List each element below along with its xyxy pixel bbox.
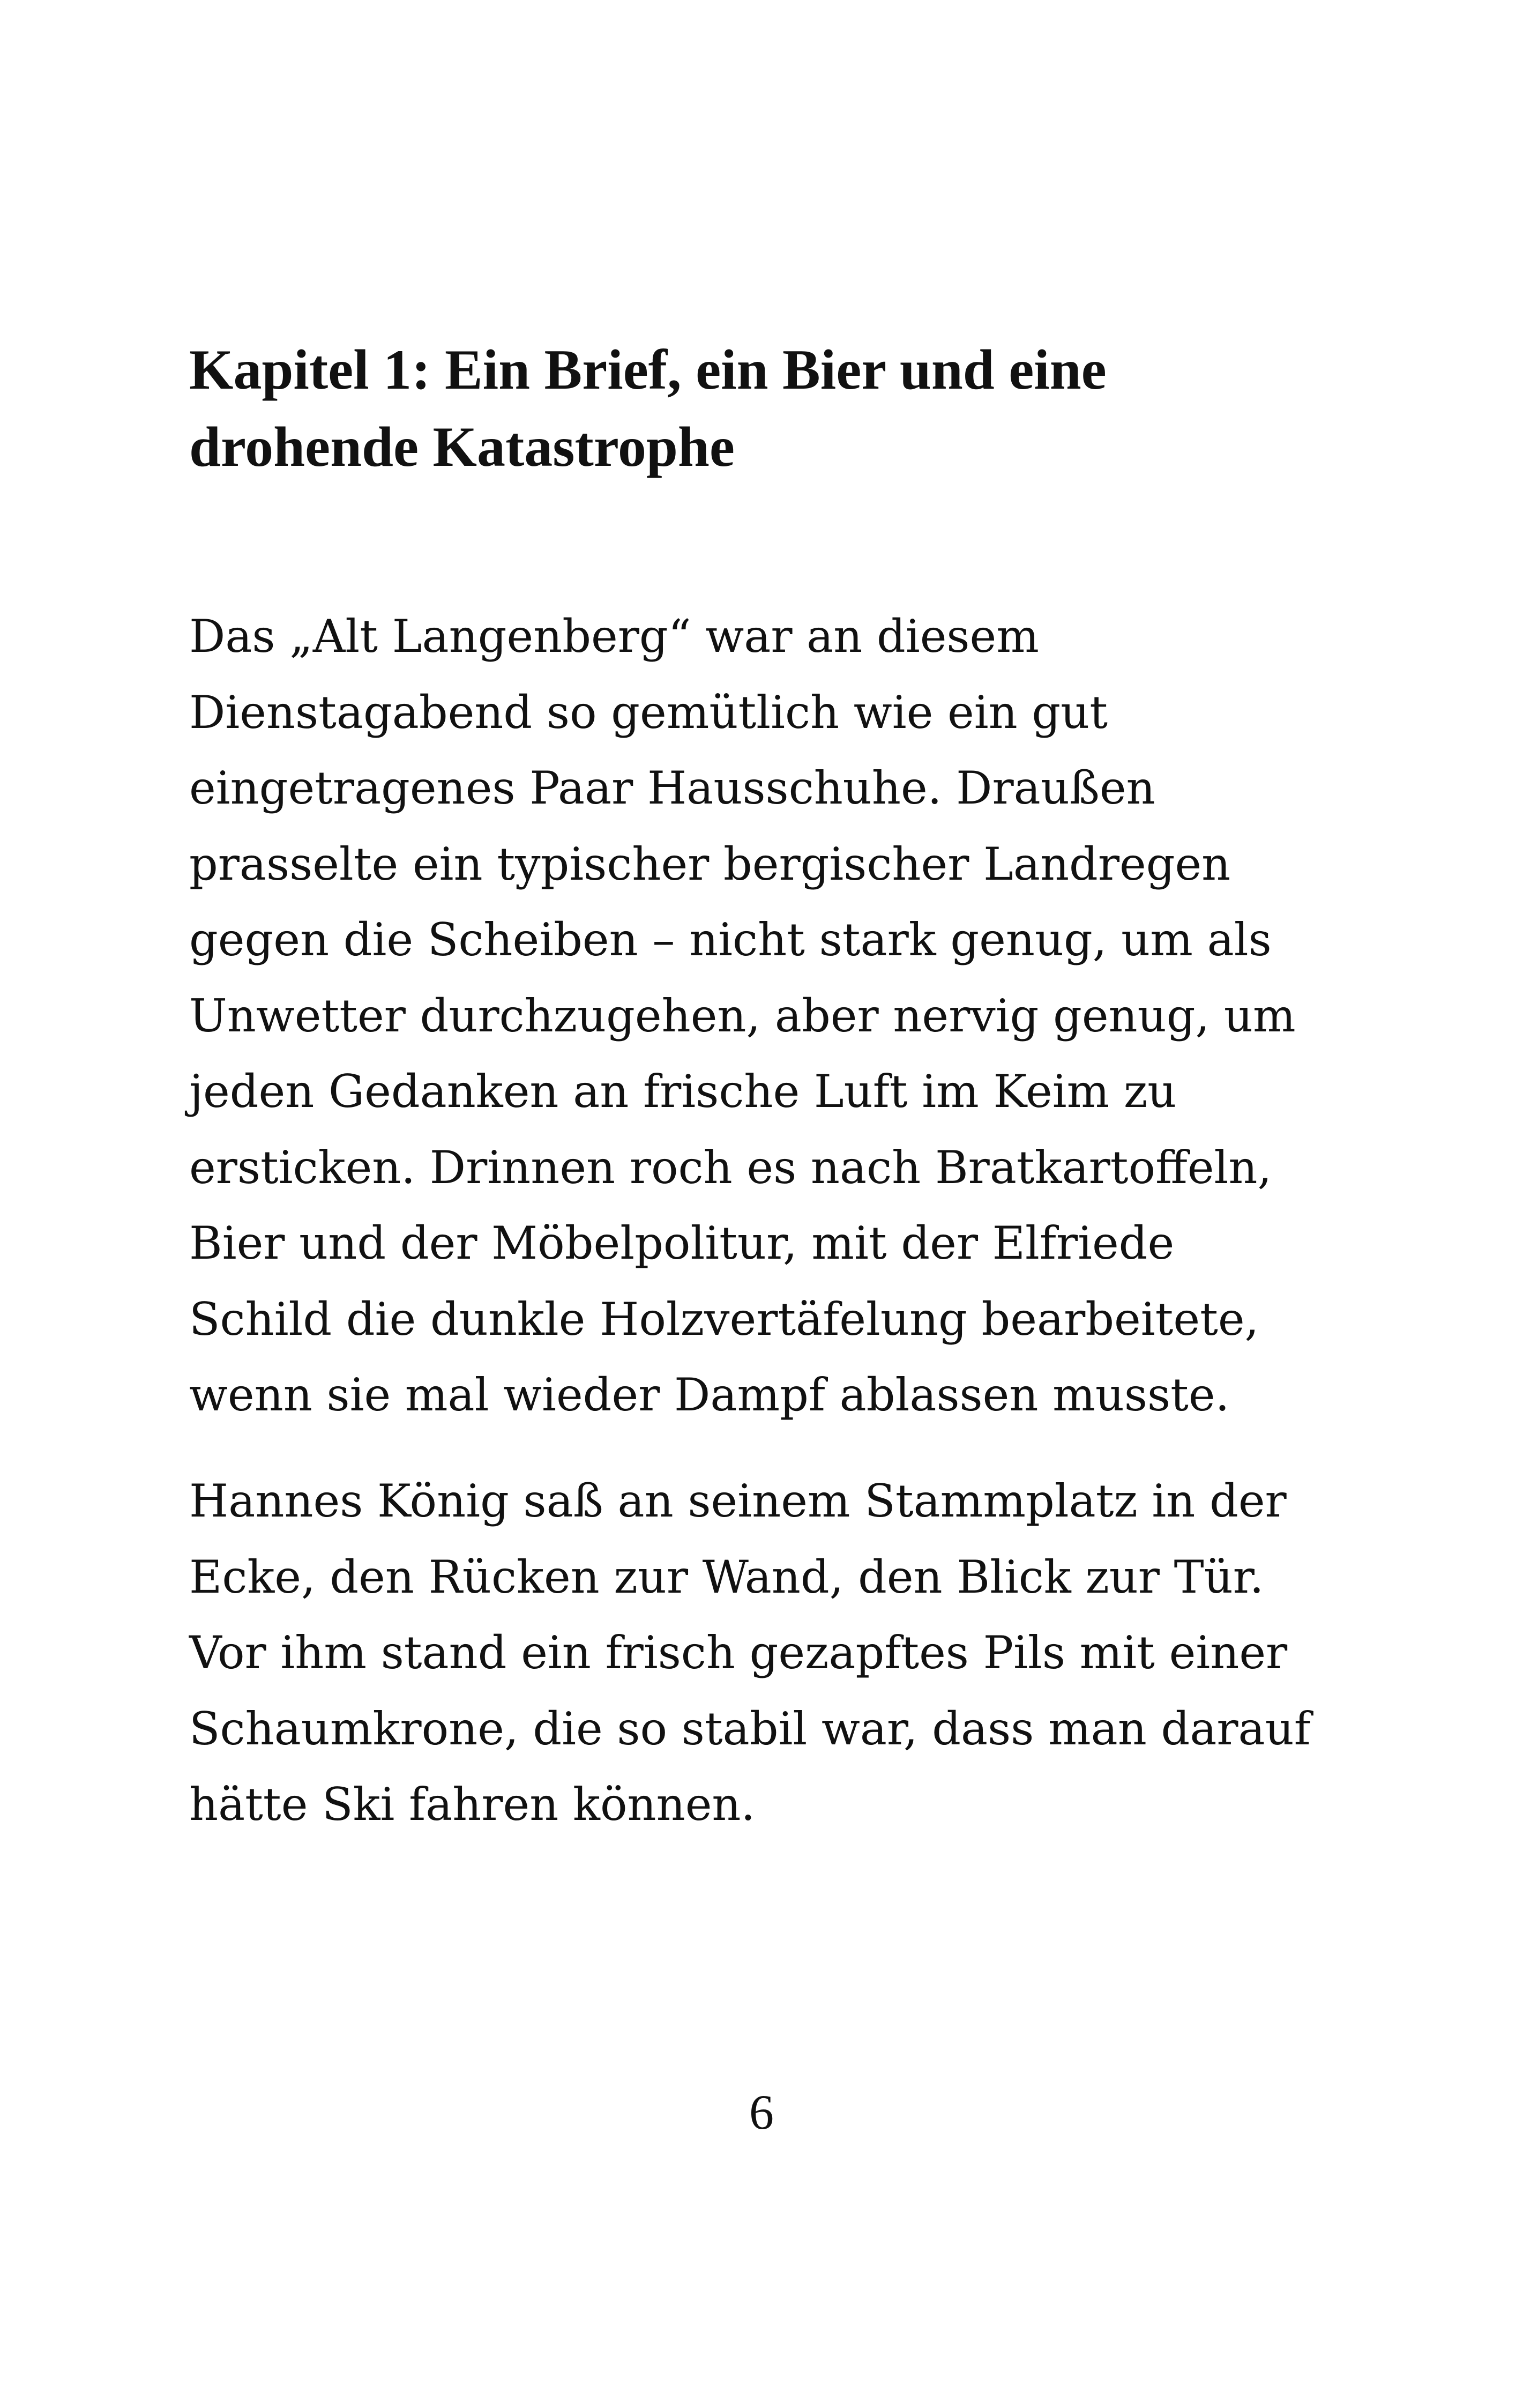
chapter-title	[189, 331, 1304, 486]
text-line: Bier und der Möbelpolitur, mit der Elfriede	[189, 1217, 1175, 1269]
text-line: hätte Ski fahren können.	[189, 1778, 756, 1831]
paragraph-1	[189, 599, 1336, 1433]
text-line: gegen die Scheiben – nicht stark genug, um als	[189, 913, 1272, 966]
text-line: eingetragenes Paar Hausschuhe. Draußen	[189, 762, 1155, 814]
text-line: Ecke, den Rücken zur Wand, den Blick zur Tür.	[189, 1550, 1264, 1603]
text-line: Unwetter durchzugehen, aber nervig genug, um	[189, 989, 1296, 1042]
text-line: Schaumkrone, die so stabil war, dass man darauf	[189, 1702, 1311, 1755]
paragraph-2	[189, 1463, 1336, 1843]
page-number: 6	[749, 2085, 774, 2139]
text-line: Vor ihm stand ein frisch gezapftes Pils mit einer	[189, 1626, 1288, 1679]
text-line: Das „Alt Langenberg“ war an diesem	[189, 610, 1039, 663]
text-line: jeden Gedanken an frische Luft im Keim zu	[189, 1065, 1177, 1118]
text-line: Hannes König saß an seinem Stammplatz in der	[189, 1475, 1287, 1527]
chapter-title-line: drohende Katastrophe	[189, 415, 735, 478]
text-line: ersticken. Drinnen roch es nach Bratkartoffeln,	[189, 1141, 1272, 1194]
text-line: prasselte ein typischer bergischer Landregen	[189, 837, 1231, 890]
text-line: wenn sie mal wieder Dampf ablassen musste.	[189, 1369, 1230, 1421]
text-line: Schild die dunkle Holzvertäfelung bearbeitete,	[189, 1292, 1259, 1346]
text-line: Dienstagabend so gemütlich wie ein gut	[189, 686, 1108, 739]
chapter-title-line: Kapitel 1: Ein Brief, ein Bier und eine	[189, 338, 1107, 401]
